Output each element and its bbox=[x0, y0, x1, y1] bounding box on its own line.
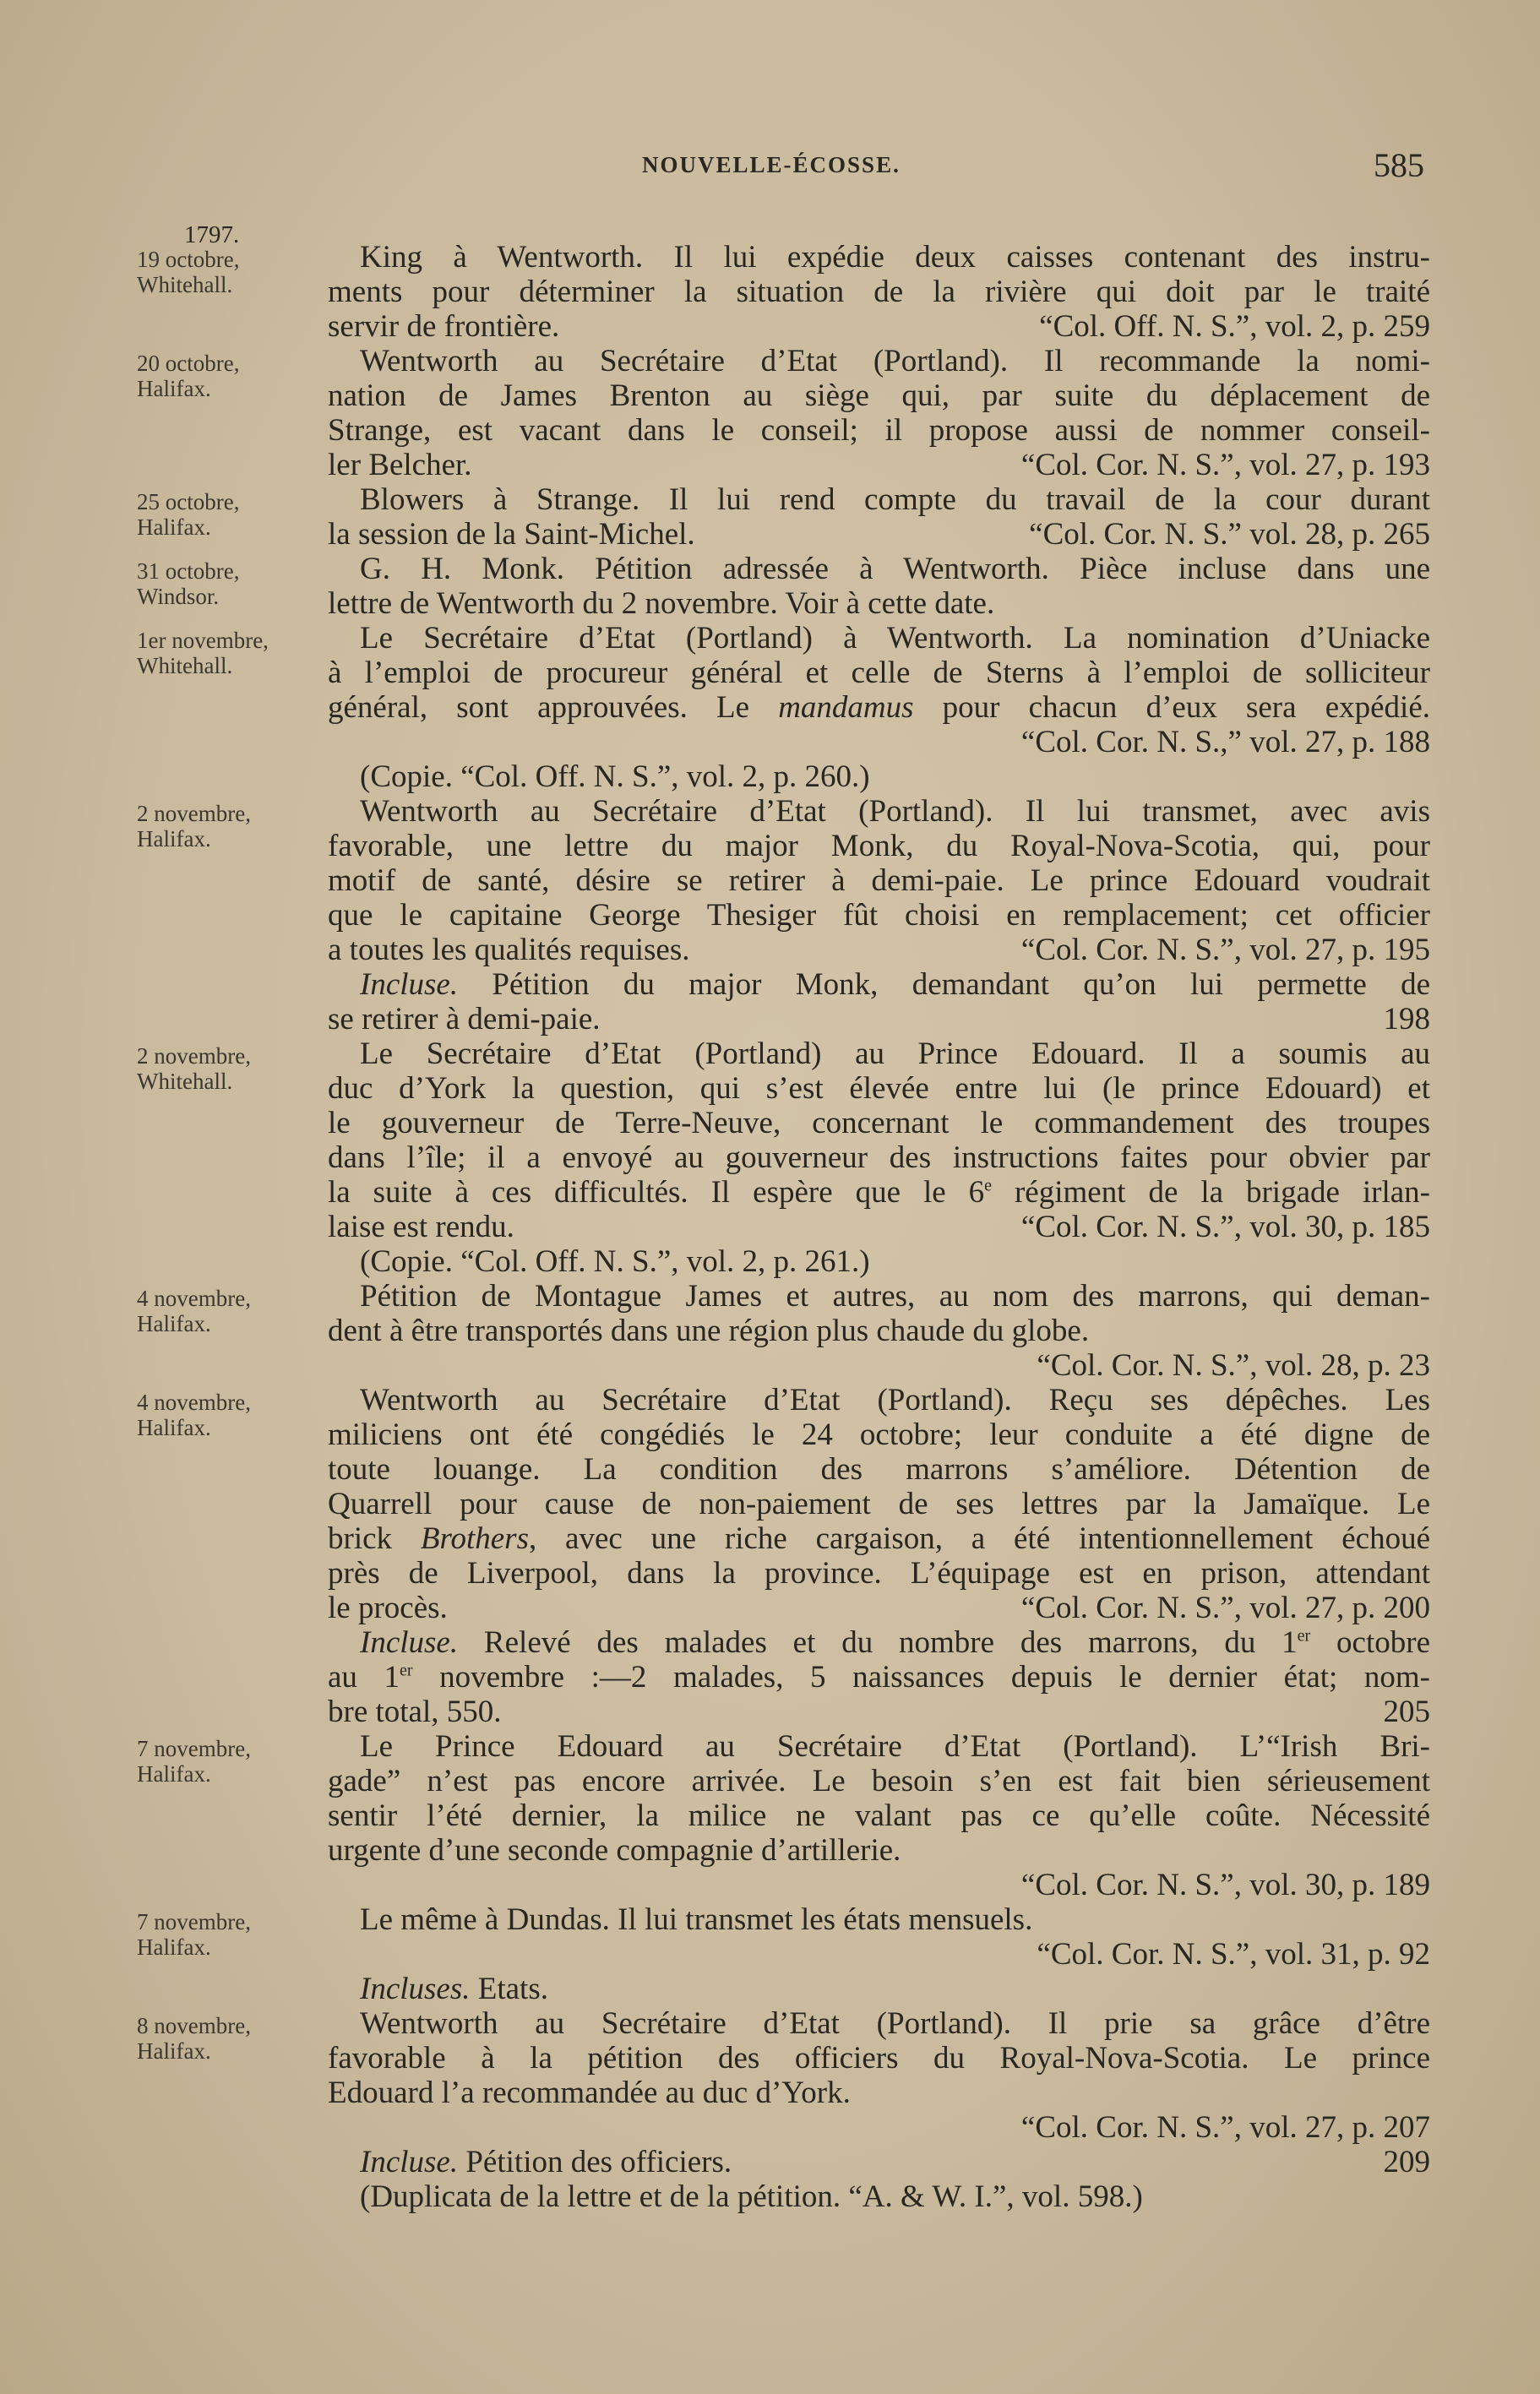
line-text: Quarrell pour cause de non-paiement de ses lettres par la Jamaïque. Le bbox=[328, 1487, 1430, 1521]
line-text-main: se retirer à demi-paie. bbox=[328, 1002, 601, 1036]
archive-reference bbox=[328, 1937, 1430, 1972]
entry bbox=[0, 1279, 1540, 1383]
text-line bbox=[328, 2041, 1430, 2076]
line-text: G. H. Monk. Pétition adressée à Wentworth. Pièce incluse dans une bbox=[360, 552, 1430, 586]
date-day: 2 novembre, bbox=[137, 1043, 251, 1069]
line-text: Pétition du major Monk, demandant qu’on lui permette de bbox=[458, 967, 1430, 1002]
text-line bbox=[328, 1798, 1430, 1833]
line-text bbox=[328, 1695, 502, 1729]
text-line bbox=[328, 1729, 1430, 1764]
date-place: Halifax. bbox=[137, 1934, 211, 1960]
archive-reference: “Col. Off. N. S.”, vol. 2, p. 259 bbox=[1039, 309, 1430, 344]
line-text-main: a toutes les qualités requises. bbox=[328, 933, 690, 967]
line-text: Wentworth au Secrétaire d’Etat (Portland). Il lui transmet, avec avis bbox=[360, 794, 1430, 829]
text-line bbox=[328, 967, 1430, 1002]
date-day: 1er novembre, bbox=[137, 628, 269, 653]
entry-text bbox=[328, 1383, 1430, 1729]
entry-text bbox=[328, 2006, 1430, 2214]
archive-reference: 209 bbox=[1383, 2145, 1430, 2179]
text-line bbox=[328, 1972, 1430, 2006]
entry bbox=[0, 552, 1540, 621]
line-text bbox=[328, 309, 559, 344]
line-text: (Duplicata de la lettre et de la pétition. “A. & W. I.”, vol. 598.) bbox=[360, 2179, 1143, 2214]
line-text: duc d’York la question, qui s’est élevée entre lui (le prince Edouard) et bbox=[328, 1071, 1430, 1106]
date-day: 4 novembre, bbox=[137, 1286, 251, 1311]
text-line bbox=[328, 794, 1430, 829]
text-line bbox=[328, 1417, 1430, 1452]
line-text: Wentworth au Secrétaire d’Etat (Portland). Reçu ses dépêches. Les bbox=[360, 1383, 1430, 1417]
text-line bbox=[328, 413, 1430, 448]
line-text: nation de James Brenton au siège qui, par suite du déplacement de bbox=[328, 378, 1430, 413]
text-line bbox=[328, 1591, 1430, 1625]
text-line bbox=[328, 621, 1430, 656]
line-text: Le Secrétaire d’Etat (Portland) au Prince Edouard. Il a soumis au bbox=[360, 1036, 1430, 1071]
date-day: 7 novembre, bbox=[137, 1909, 251, 1934]
archive-reference bbox=[328, 2110, 1430, 2145]
date-place: Halifax. bbox=[137, 1311, 211, 1336]
text-line bbox=[328, 933, 1430, 967]
line-text: Wentworth au Secrétaire d’Etat (Portland). Il prie sa grâce d’être bbox=[360, 2006, 1430, 2041]
inclusion-label: Incluse. bbox=[360, 1625, 459, 1660]
line-text: au 1er novembre :—2 malades, 5 naissances depuis le dernier état; nom- bbox=[328, 1660, 1430, 1695]
date-day: 8 novembre, bbox=[137, 2013, 251, 2038]
line-text-main: ler Belcher. bbox=[328, 448, 472, 482]
line-text bbox=[328, 1002, 601, 1036]
date-place: Windsor. bbox=[137, 584, 220, 609]
text-line bbox=[328, 1521, 1430, 1556]
inclusion-label: Incluse. bbox=[360, 2145, 459, 2179]
line-text: “Col. Cor. N. S.”, vol. 30, p. 189 bbox=[1020, 1868, 1430, 1902]
text-line bbox=[328, 517, 1430, 552]
entry bbox=[0, 1902, 1540, 2006]
text-line bbox=[328, 2076, 1430, 2110]
entry-date bbox=[137, 628, 318, 678]
italic-term: mandamus bbox=[778, 690, 914, 725]
entry-date bbox=[137, 247, 318, 297]
text-line bbox=[328, 1244, 1430, 1279]
archive-reference: 198 bbox=[1383, 1002, 1430, 1036]
line-text bbox=[360, 2145, 732, 2179]
line-text: (Copie. “Col. Off. N. S.”, vol. 2, p. 260.) bbox=[360, 759, 870, 794]
line-text: miliciens ont été congédiés le 24 octobre; leur conduite a été digne de bbox=[328, 1417, 1430, 1452]
archive-reference: “Col. Cor. N. S.”, vol. 27, p. 193 bbox=[1020, 448, 1430, 482]
line-text: urgente d’une seconde compagnie d’artillerie. bbox=[328, 1833, 901, 1868]
line-text: le gouverneur de Terre-Neuve, concernant le commandement des troupes bbox=[328, 1106, 1430, 1140]
date-day: 7 novembre, bbox=[137, 1736, 251, 1761]
entry-text bbox=[328, 240, 1430, 344]
date-place: Whitehall. bbox=[137, 272, 233, 297]
text-line bbox=[328, 586, 1430, 621]
date-day: 25 octobre, bbox=[137, 489, 240, 514]
entry bbox=[0, 344, 1540, 482]
line-text bbox=[328, 1591, 448, 1625]
inclusion-label: Incluses. bbox=[360, 1972, 471, 2006]
entry-text bbox=[328, 344, 1430, 482]
date-place: Halifax. bbox=[137, 1761, 211, 1787]
entry-date bbox=[137, 1043, 318, 1094]
text-line bbox=[328, 1695, 1430, 1729]
line-text: Relevé des malades et du nombre des marrons, du 1er octobre bbox=[458, 1625, 1430, 1660]
line-text-main: Pétition des officiers. bbox=[458, 2145, 732, 2179]
text-line bbox=[328, 656, 1430, 690]
text-line bbox=[328, 309, 1430, 344]
line-text: Strange, est vacant dans le conseil; il propose aussi de nommer conseil- bbox=[328, 413, 1430, 448]
text-line bbox=[328, 1314, 1430, 1348]
text-line bbox=[328, 1625, 1430, 1660]
entry-date bbox=[137, 1390, 318, 1440]
entry-text bbox=[328, 1902, 1430, 2006]
line-text-main: le procès. bbox=[328, 1591, 448, 1625]
line-text: général, sont approuvées. Le mandamus pour chacun d’eux sera expédié. bbox=[328, 690, 1430, 725]
text-line bbox=[328, 344, 1430, 378]
entry-date bbox=[137, 489, 318, 540]
page-number: 585 bbox=[1374, 146, 1424, 184]
line-text-main: servir de frontière. bbox=[328, 309, 560, 344]
entry-text bbox=[328, 1729, 1430, 1902]
entry-date bbox=[137, 1736, 318, 1787]
entry bbox=[0, 621, 1540, 794]
entry-text bbox=[328, 552, 1430, 621]
text-line bbox=[328, 1833, 1430, 1868]
line-text bbox=[328, 448, 472, 482]
line-text: ments pour déterminer la situation de la rivière qui doit par le traité bbox=[328, 275, 1430, 309]
line-text: la suite à ces difficultés. Il espère que le 6e régiment de la brigade irlan- bbox=[328, 1175, 1430, 1210]
line-text-main: la session de la Saint-Michel. bbox=[328, 517, 695, 552]
archive-reference: 205 bbox=[1383, 1695, 1430, 1729]
archive-reference bbox=[328, 1348, 1430, 1383]
text-line bbox=[328, 482, 1430, 517]
date-day: 20 octobre, bbox=[137, 351, 240, 376]
line-text: lettre de Wentworth du 2 novembre. Voir à cette date. bbox=[328, 586, 995, 621]
date-place: Whitehall. bbox=[137, 653, 233, 678]
line-text: “Col. Cor. N. S.”, vol. 31, p. 92 bbox=[1037, 1937, 1430, 1972]
text-line bbox=[328, 1383, 1430, 1417]
text-line bbox=[328, 1764, 1430, 1798]
line-text: “Col. Cor. N. S.,” vol. 27, p. 188 bbox=[1020, 725, 1430, 759]
text-line bbox=[328, 275, 1430, 309]
running-header bbox=[0, 145, 1540, 188]
text-line bbox=[328, 1106, 1430, 1140]
text-line bbox=[328, 1036, 1430, 1071]
line-text: Edouard l’a recommandée au duc d’York. bbox=[328, 2076, 851, 2110]
entry bbox=[0, 1729, 1540, 1902]
text-line bbox=[328, 1071, 1430, 1106]
inclusion-label: Incluse. bbox=[360, 967, 459, 1002]
line-text: gade” n’est pas encore arrivée. Le besoin s’en est fait bien sérieusement bbox=[328, 1764, 1430, 1798]
entry bbox=[0, 794, 1540, 1036]
entry-text bbox=[328, 794, 1430, 1036]
date-day: 4 novembre, bbox=[137, 1390, 251, 1415]
date-place: Halifax. bbox=[137, 376, 211, 401]
text-line bbox=[328, 1487, 1430, 1521]
line-text-main: laise est rendu. bbox=[328, 1210, 514, 1244]
text-line bbox=[328, 863, 1430, 898]
line-text: Blowers à Strange. Il lui rend compte du travail de la cour durant bbox=[360, 482, 1430, 517]
line-text: favorable, une lettre du major Monk, du Royal-Nova-Scotia, qui, pour bbox=[328, 829, 1430, 863]
calendar-entries bbox=[0, 240, 1540, 2214]
date-place: Halifax. bbox=[137, 826, 211, 852]
line-text bbox=[328, 1210, 514, 1244]
text-line bbox=[328, 1002, 1430, 1036]
text-line bbox=[328, 378, 1430, 413]
text-line bbox=[328, 1175, 1430, 1210]
entry-date bbox=[137, 558, 318, 609]
text-line bbox=[328, 240, 1430, 275]
line-text: “Col. Cor. N. S.”, vol. 28, p. 23 bbox=[1037, 1348, 1430, 1383]
entry bbox=[0, 240, 1540, 344]
text-line bbox=[328, 1660, 1430, 1695]
entry-text bbox=[328, 482, 1430, 552]
line-text bbox=[328, 517, 695, 552]
date-day: 19 octobre, bbox=[137, 247, 240, 272]
line-text: toute louange. La condition des marrons s’améliore. Détention de bbox=[328, 1452, 1430, 1487]
line-text: Le même à Dundas. Il lui transmet les états mensuels. bbox=[360, 1902, 1033, 1937]
line-text: dans l’île; il a envoyé au gouverneur des instructions faites pour obvier par bbox=[328, 1140, 1430, 1175]
line-text: près de Liverpool, dans la province. L’équipage est en prison, attendant bbox=[328, 1556, 1430, 1591]
entry-date bbox=[137, 1909, 318, 1960]
archive-reference bbox=[328, 725, 1430, 759]
line-text: King à Wentworth. Il lui expédie deux caisses contenant des instru- bbox=[360, 240, 1430, 275]
entry-date bbox=[137, 801, 318, 852]
date-day: 31 octobre, bbox=[137, 558, 240, 584]
running-title: NOUVELLE-ÉCOSSE. bbox=[642, 152, 901, 177]
line-text: Etats. bbox=[470, 1972, 548, 2006]
text-line bbox=[328, 2145, 1430, 2179]
line-text: favorable à la pétition des officiers du Royal-Nova-Scotia. Le prince bbox=[328, 2041, 1430, 2076]
entry-text bbox=[328, 1279, 1430, 1383]
text-line bbox=[328, 552, 1430, 586]
text-line bbox=[328, 448, 1430, 482]
archive-reference: “Col. Cor. N. S.”, vol. 30, p. 185 bbox=[1020, 1210, 1430, 1244]
text-line bbox=[328, 1140, 1430, 1175]
line-text: brick Brothers, avec une riche cargaison, a été intentionnellement échoué bbox=[328, 1521, 1430, 1556]
entry-date bbox=[137, 1286, 318, 1336]
entry-text bbox=[328, 621, 1430, 794]
archive-reference: “Col. Cor. N. S.”, vol. 27, p. 200 bbox=[1020, 1591, 1430, 1625]
entry bbox=[0, 482, 1540, 552]
text-line bbox=[328, 829, 1430, 863]
archive-reference: “Col. Cor. N. S.”, vol. 27, p. 195 bbox=[1020, 933, 1430, 967]
date-place: Whitehall. bbox=[137, 1069, 233, 1094]
date-place: Halifax. bbox=[137, 1415, 211, 1440]
line-text: Le Prince Edouard au Secrétaire d’Etat (Portland). L’“Irish Bri- bbox=[360, 1729, 1430, 1764]
line-text: Wentworth au Secrétaire d’Etat (Portland). Il recommande la nomi- bbox=[360, 344, 1430, 378]
line-text: à l’emploi de procureur général et celle de Sterns à l’emploi de solliciteur bbox=[328, 656, 1430, 690]
date-place: Halifax. bbox=[137, 2038, 211, 2064]
text-line bbox=[328, 759, 1430, 794]
line-text: “Col. Cor. N. S.”, vol. 27, p. 207 bbox=[1020, 2110, 1430, 2145]
entry bbox=[0, 1036, 1540, 1279]
entry bbox=[0, 1383, 1540, 1729]
text-line bbox=[328, 2006, 1430, 2041]
line-text-main: bre total, 550. bbox=[328, 1695, 502, 1729]
text-line bbox=[328, 1210, 1430, 1244]
line-text: Pétition de Montague James et autres, au nom des marrons, qui deman- bbox=[360, 1279, 1430, 1314]
line-text: Le Secrétaire d’Etat (Portland) à Wentworth. La nomination d’Uniacke bbox=[360, 621, 1430, 656]
date-day: 2 novembre, bbox=[137, 801, 251, 826]
archive-reference bbox=[328, 1868, 1430, 1902]
line-text: motif de santé, désire se retirer à demi-paie. Le prince Edouard voudrait bbox=[328, 863, 1430, 898]
text-line bbox=[328, 1556, 1430, 1591]
text-line bbox=[328, 898, 1430, 933]
entry-date bbox=[137, 351, 318, 401]
text-line bbox=[328, 1452, 1430, 1487]
line-text: sentir l’été dernier, la milice ne valant pas ce qu’elle coûte. Nécessité bbox=[328, 1798, 1430, 1833]
text-line bbox=[328, 2179, 1430, 2214]
year-heading: 1797. bbox=[184, 221, 240, 248]
line-text bbox=[328, 933, 689, 967]
entry-date bbox=[137, 2013, 318, 2064]
italic-term: Brothers bbox=[420, 1521, 529, 1556]
line-text: (Copie. “Col. Off. N. S.”, vol. 2, p. 261.) bbox=[360, 1244, 870, 1279]
text-line bbox=[328, 1279, 1430, 1314]
text-line bbox=[328, 690, 1430, 725]
entry bbox=[0, 2006, 1540, 2214]
date-place: Halifax. bbox=[137, 514, 211, 540]
archive-reference: “Col. Cor. N. S.” vol. 28, p. 265 bbox=[1029, 517, 1430, 552]
line-text: que le capitaine George Thesiger fût choisi en remplacement; cet officier bbox=[328, 898, 1430, 933]
entry-text bbox=[328, 1036, 1430, 1279]
text-line bbox=[328, 1902, 1430, 1937]
line-text: dent à être transportés dans une région plus chaude du globe. bbox=[328, 1314, 1090, 1348]
